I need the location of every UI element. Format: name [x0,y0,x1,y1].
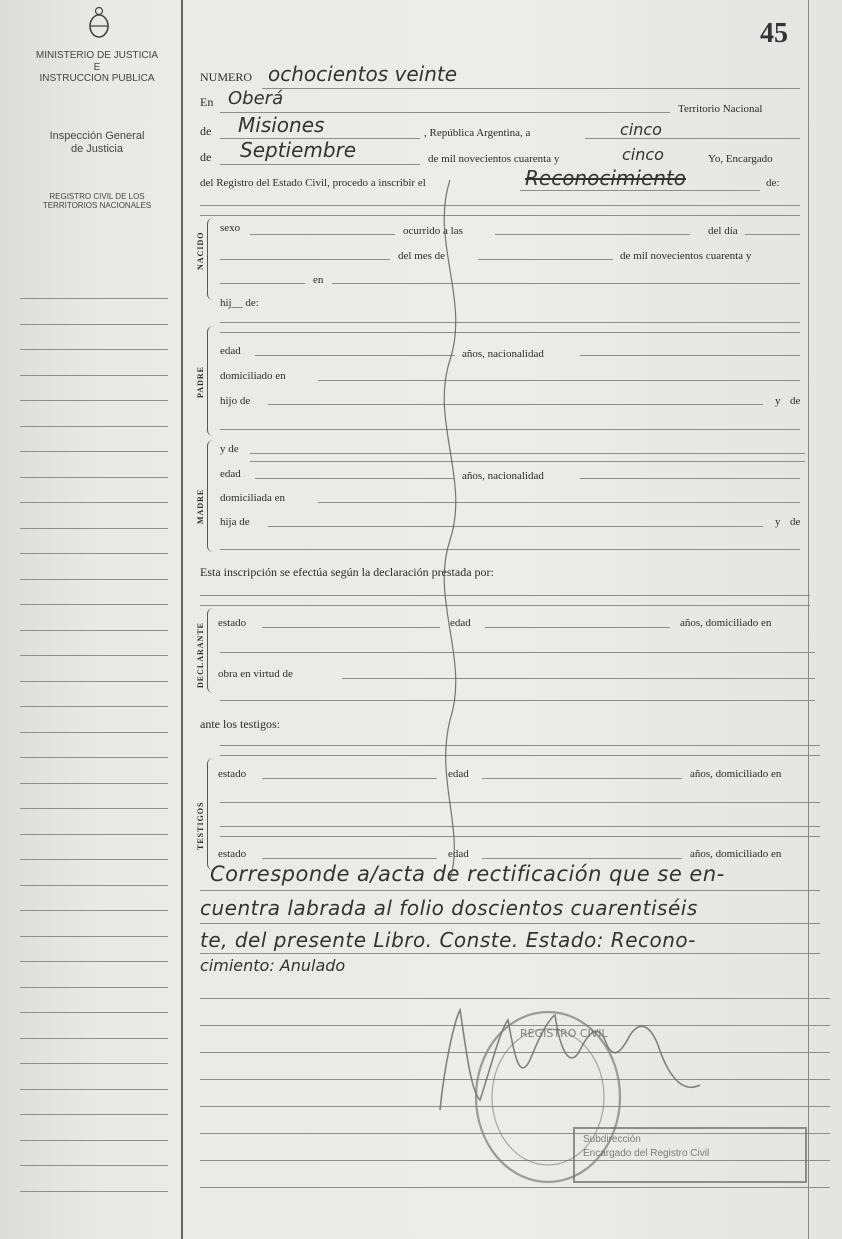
padre-y-label: y [775,395,781,407]
margin-rule-line [20,528,168,529]
madre-edad-label: edad [220,468,241,480]
margin-rule-line [20,910,168,911]
test2-anios-dom-label: años, domiciliado en [690,848,782,860]
madre-y-label: y [775,516,781,528]
inscripcion-label: Esta inscripción se efectúa según la declaración prestada por: [200,565,494,579]
en2-label: en [313,274,324,286]
de2-label: de [200,150,212,164]
margin-rule-line [20,655,168,656]
dia-value: cinco [620,120,662,139]
inspection-line1: Inspección General [49,130,145,142]
margin-rule-line [20,375,168,376]
margin-divider [181,0,183,1239]
mil-cuarenta-label: de mil novecientos cuarenta y [620,250,752,262]
obra-label: obra en virtud de [218,668,293,680]
blank-rule-line [200,998,830,999]
del-mes-label: del mes de [398,250,446,262]
margin-rule-line [20,987,168,988]
inscribir-value: Reconocimiento [525,166,686,190]
page-number: 45 [760,18,788,49]
margin-rule-line [20,324,168,325]
margin-rule-line [20,834,168,835]
ministry-line2: E [93,61,101,73]
margin-rule-line [20,936,168,937]
decl-estado-label: estado [218,617,247,629]
rectangular-stamp [573,1127,807,1183]
margin-rule-line [20,1012,168,1013]
side-declarante: DECLARANTE [196,621,205,688]
madre-y-de-label: y de [220,443,239,455]
registry-line2: TERRITORIOS NACIONALES [42,201,152,211]
margin-rule-line [20,426,168,427]
padre-hijo-label: hijo de [220,395,251,407]
margin-rule-line [20,1191,168,1192]
margin-rule-line [20,706,168,707]
de-label: de [200,124,212,138]
mil-label: de mil novecientos cuarenta y [428,153,560,165]
side-padre: PADRE [196,366,205,398]
test1-estado-label: estado [218,768,247,780]
side-nacido: NACIDO [196,231,205,270]
annotation-line3: te, del presente Libro. Conste. Estado: Recono- [200,928,696,952]
test2-estado-label: estado [218,848,247,860]
numero-value: ochocientos veinte [268,62,458,86]
margin-rule-line [20,859,168,860]
margin-rule-line [20,298,168,299]
annotation-line4: cimiento: Anulado [200,956,346,975]
sexo-label: sexo [220,222,241,234]
margin-rule-line [20,1038,168,1039]
padre-domiciliado-label: domiciliado en [220,370,286,382]
margin-rule-line [20,1063,168,1064]
annotation-line1: Corresponde a/acta de rectificación que se en- [210,862,725,886]
republica-label: , República Argentina, a [424,127,531,139]
del-dia-label: del día [708,225,738,237]
ministry-line1: MINISTERIO DE JUSTICIA [35,50,159,61]
madre-anios-nac-label: años, nacionalidad [462,470,544,482]
margin-rule-line [20,349,168,350]
test2-edad-label: edad [448,848,469,860]
margin-rule-line [20,1140,168,1141]
margin-rule-line [20,579,168,580]
ocurrido-label: ocurrido a las [403,225,463,237]
coat-of-arms-icon [86,6,112,43]
margin-rule-line [20,553,168,554]
decl-edad-label: edad [450,617,471,629]
registro-label: del Registro del Estado Civil, procedo a inscribir el [200,177,426,189]
ministry-line3: INSTRUCCION PUBLICA [39,73,155,84]
margin-rule-line [20,961,168,962]
en-value: Oberá [228,88,284,109]
margin-rule-line [20,885,168,886]
numero-label: NUMERO [200,70,253,84]
padre-anios-nac-label: años, nacionalidad [462,348,544,360]
de-value: Misiones [238,113,325,137]
registry-line1: REGISTRO CIVIL DE LOS [49,192,145,201]
rectangular-stamp-text: Subdirección Encargado del Registro Civil [583,1134,710,1159]
madre-domiciliada-label: domiciliada en [220,492,286,504]
margin-rule-line [20,1165,168,1166]
decl-anios-dom-label: años, domiciliado en [680,617,772,629]
padre-edad-label: edad [220,345,241,357]
margin-rule-line [20,400,168,401]
annotation-line2: cuentra labrada al folio doscientos cuarentiséis [200,896,698,920]
side-madre: MADRE [196,488,205,524]
de3-label: de: [766,177,780,189]
test1-anios-dom-label: años, domiciliado en [690,768,782,780]
margin-rule-line [20,477,168,478]
en-label: En [200,95,214,109]
inspection-line2: de Justicia [71,142,123,155]
margin-rule-line [20,1114,168,1115]
stamp-text: REGISTRO CIVIL [520,1027,608,1040]
margin-wave-line [420,180,480,880]
anio-value: cinco [622,145,664,164]
margin-rule-line [20,783,168,784]
margin-rule-line [20,732,168,733]
margin-rule-line [20,681,168,682]
right-edge [808,0,809,1239]
side-testigos: TESTIGOS [196,801,205,850]
margin-rule-line [20,808,168,809]
margin-rule-line [20,502,168,503]
margin-rule-line [20,1089,168,1090]
territorio-label: Territorio Nacional [678,103,763,115]
mes-value: Septiembre [240,138,357,162]
testigos-label: ante los testigos: [200,717,280,731]
margin-rule-line [20,451,168,452]
test1-edad-label: edad [448,768,469,780]
madre-hija-label: hija de [220,516,250,528]
margin-rule-line [20,630,168,631]
hij-label: hij__ de: [220,297,259,309]
margin-rule-line [20,757,168,758]
madre-de-label: de [790,516,801,528]
encargado-label: Yo, Encargado [708,153,773,165]
padre-de-label: de [790,395,801,407]
margin-rule-line [20,604,168,605]
